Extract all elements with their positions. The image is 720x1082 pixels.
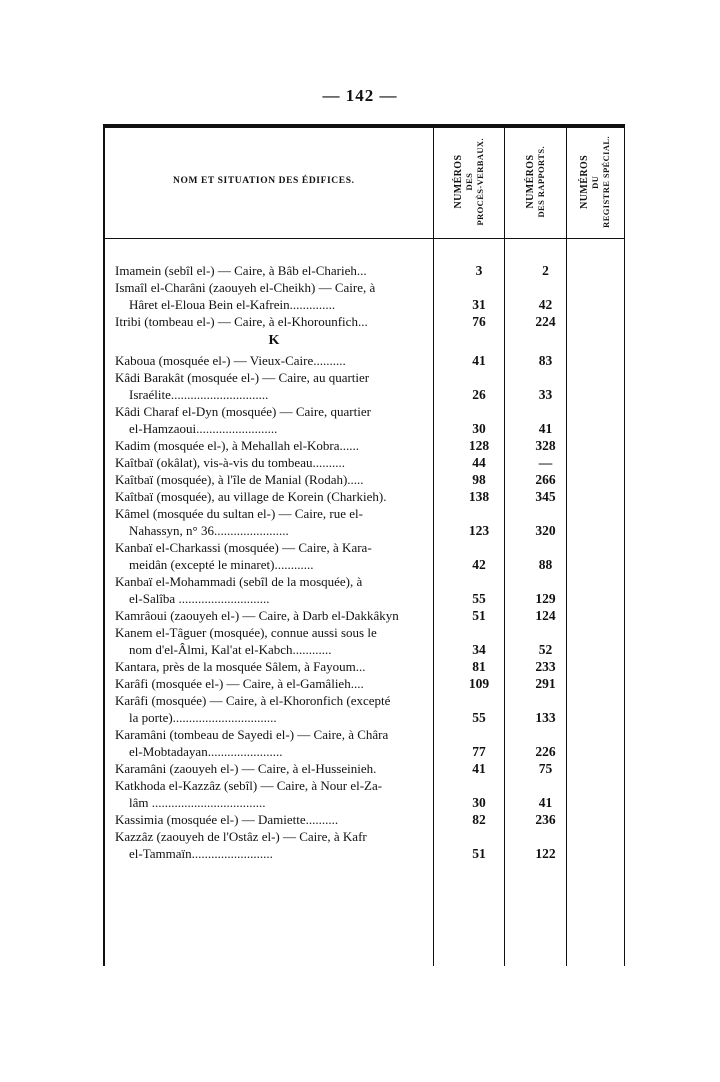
entry-continuation: Nahassyn, n° 36....................... [129,523,289,538]
proces-verbal-number: 3 [475,263,483,278]
header-line: DES RAPPORTS. [535,146,546,218]
table-row [115,403,615,437]
rapport-number: 320 [535,523,556,538]
entry-name: Kaîtbaï (okâlat), vis-à-vis du tombeau.......... [115,455,345,470]
proces-verbal-number: 30 [472,795,486,810]
entry-name: Kadim (mosquée el-), à Mehallah el-Kobra...... [115,438,360,453]
entry-name: Karâfi (mosquée) — Caire, à el-Khoronfich (excepté [115,693,391,708]
rapport-number: 129 [535,591,556,606]
header-line: NUMÉROS [524,155,536,209]
header-line: REGISTRE SPÉCIAL. [601,136,611,228]
proces-verbal-number: 30 [472,421,486,436]
entry-list [115,262,615,862]
entry-name: Kantara, près de la mosquée Sâlem, à Fayoum... [115,659,366,674]
table-row [115,726,615,760]
rapport-number: 266 [535,472,556,487]
table-row [115,313,615,330]
entries-section-k [115,352,615,862]
proces-verbal-number: 55 [472,710,486,725]
table-row [115,505,615,539]
rapport-number: 122 [535,846,556,861]
entry-name: Karamâni (zaouyeh el-) — Caire, à el-Husseinieh. [115,761,377,776]
proces-verbal-number: 34 [472,642,486,657]
entry-continuation: nom d'el-Âlmi, Kal'at el-Kabch............ [129,642,332,657]
entry-name: Karâfi (mosquée el-) — Caire, à el-Gamâlieh.... [115,676,364,691]
header-line: NUMÉROS [452,155,464,209]
proces-verbal-number: 81 [472,659,486,674]
entry-continuation: el-Salîba ............................ [129,591,270,606]
table-row [115,658,615,675]
rapport-number: 41 [538,795,553,810]
entry-name: Ismaîl el-Charâni (zaouyeh el-Cheikh) — Caire, à [115,280,376,295]
entry-name: Kâdi Charaf el-Dyn (mosquée) — Caire, quartier [115,404,371,419]
proces-verbal-number: 26 [472,387,486,402]
table-row [115,262,615,279]
rapport-number: 41 [538,421,553,436]
column-header-rapports [505,130,566,234]
entry-name: Katkhoda el-Kazzâz (sebîl) — Caire, à Nour el-Za- [115,778,383,793]
column-header-name: NOM ET SITUATION DES ÉDIFICES. [173,176,355,186]
proces-verbal-number: 31 [472,297,486,312]
table-row [115,488,615,505]
entry-name: Kaîtbaï (mosquée), à l'île de Manial (Rodah)..... [115,472,364,487]
table-row [115,369,615,403]
proces-verbal-number: 76 [472,314,486,329]
proces-verbal-number: 44 [472,455,486,470]
entry-name: Kanbaï el-Charkassi (mosquée) — Caire, à Kara- [115,540,372,555]
entry-name: Kamrâoui (zaouyeh el-) — Caire, à Darb el-Dakkâkyn [115,608,399,623]
table-row [115,692,615,726]
table-row [115,437,615,454]
table-row [115,573,615,607]
proces-verbal-number: 138 [468,489,490,504]
header-line: DES [463,173,474,191]
entry-continuation: Hâret el-Eloua Bein el-Kafrein.............. [129,297,336,312]
header-rule [103,238,625,239]
table-row [115,279,615,313]
entry-continuation: el-Mobtadayan....................... [129,744,283,759]
proces-verbal-number: 55 [472,591,486,606]
rapport-number: 236 [535,812,556,827]
page-number: — 142 — [322,86,398,105]
proces-verbal-number: 41 [472,761,486,776]
proces-verbal-number: 41 [472,353,486,368]
table-row [115,760,615,777]
entry-name: Kanbaï el-Mohammadi (sebîl de la mosquée), à [115,574,363,589]
header-line: NUMÉROS [579,155,590,209]
proces-verbal-number: 128 [468,438,490,453]
table-row [115,471,615,488]
proces-verbal-number: 51 [472,846,486,861]
top-rule [103,124,625,128]
column-header-proces [434,130,504,234]
table-row [115,607,615,624]
left-rule [103,124,105,966]
entry-name: Kâdi Barakât (mosquée el-) — Caire, au quartier [115,370,370,385]
table-row [115,828,615,862]
rapport-number: 124 [535,608,556,623]
entry-name: Kaboua (mosquée el-) — Vieux-Caire.......... [115,353,346,368]
entry-name: Kâmel (mosquée du sultan el-) — Caire, rue el- [115,506,363,521]
rapport-number: 83 [538,353,553,368]
column-header-registre [567,130,624,234]
table-row [115,624,615,658]
proces-verbal-number: 77 [472,744,486,759]
rapport-number: 328 [535,438,556,453]
entry-continuation: meidân (excepté le minaret)............ [129,557,314,572]
entry-continuation: la porte)................................ [129,710,277,725]
entry-name: Karamâni (tombeau de Sayedi el-) — Caire, à Châra [115,727,389,742]
rapport-number: 75 [538,761,553,776]
entry-continuation: lâm ................................... [129,795,266,810]
entry-name: Kanem el-Tâguer (mosquée), connue aussi sous le [115,625,377,640]
right-rule [624,124,625,966]
rapport-number: 42 [538,297,553,312]
table-row [115,675,615,692]
rapport-number: 345 [535,489,556,504]
entry-name: Kazzâz (zaouyeh de l'Ostâz el-) — Caire, à Kafr [115,829,367,844]
proces-verbal-number: 109 [468,676,490,691]
rapport-number: 226 [535,744,556,759]
table-row [115,454,615,471]
table-row [115,777,615,811]
rapport-number: 88 [538,557,553,572]
rapport-number: 133 [535,710,556,725]
section-letter: K [268,333,280,348]
rapport-number: 224 [535,314,556,329]
header-line: PROCÈS-VERBAUX. [474,138,485,226]
entry-name: Itribi (tombeau el-) — Caire, à el-Khorounfich... [115,314,368,329]
entry-name: Kaîtbaï (mosquée), au village de Korein (Charkieh). [115,489,387,504]
table-row [115,352,615,369]
entry-continuation: Israélite.............................. [129,387,269,402]
proces-verbal-number: 51 [472,608,486,623]
proces-verbal-number: 123 [468,523,490,538]
rapport-number: 233 [535,659,556,674]
proces-verbal-number: 42 [472,557,486,572]
proces-verbal-number: 98 [472,472,486,487]
rapport-number: — [538,455,553,470]
rapport-number: 2 [542,263,549,278]
rapport-number: 291 [535,676,556,691]
entry-name: Kassimia (mosquée el-) — Damiette.......... [115,812,339,827]
entry-continuation: el-Hamzaoui......................... [129,421,278,436]
header-line: DU [590,175,600,189]
table-row [115,811,615,828]
entry-name: Imamein (sebîl el-) — Caire, à Bâb el-Charieh... [115,263,367,278]
rapport-number: 33 [538,387,553,402]
proces-verbal-number: 82 [472,812,486,827]
entry-continuation: el-Tammaïn......................... [129,846,273,861]
rapport-number: 52 [538,642,553,657]
entries-before-section [115,262,615,330]
table-row [115,539,615,573]
